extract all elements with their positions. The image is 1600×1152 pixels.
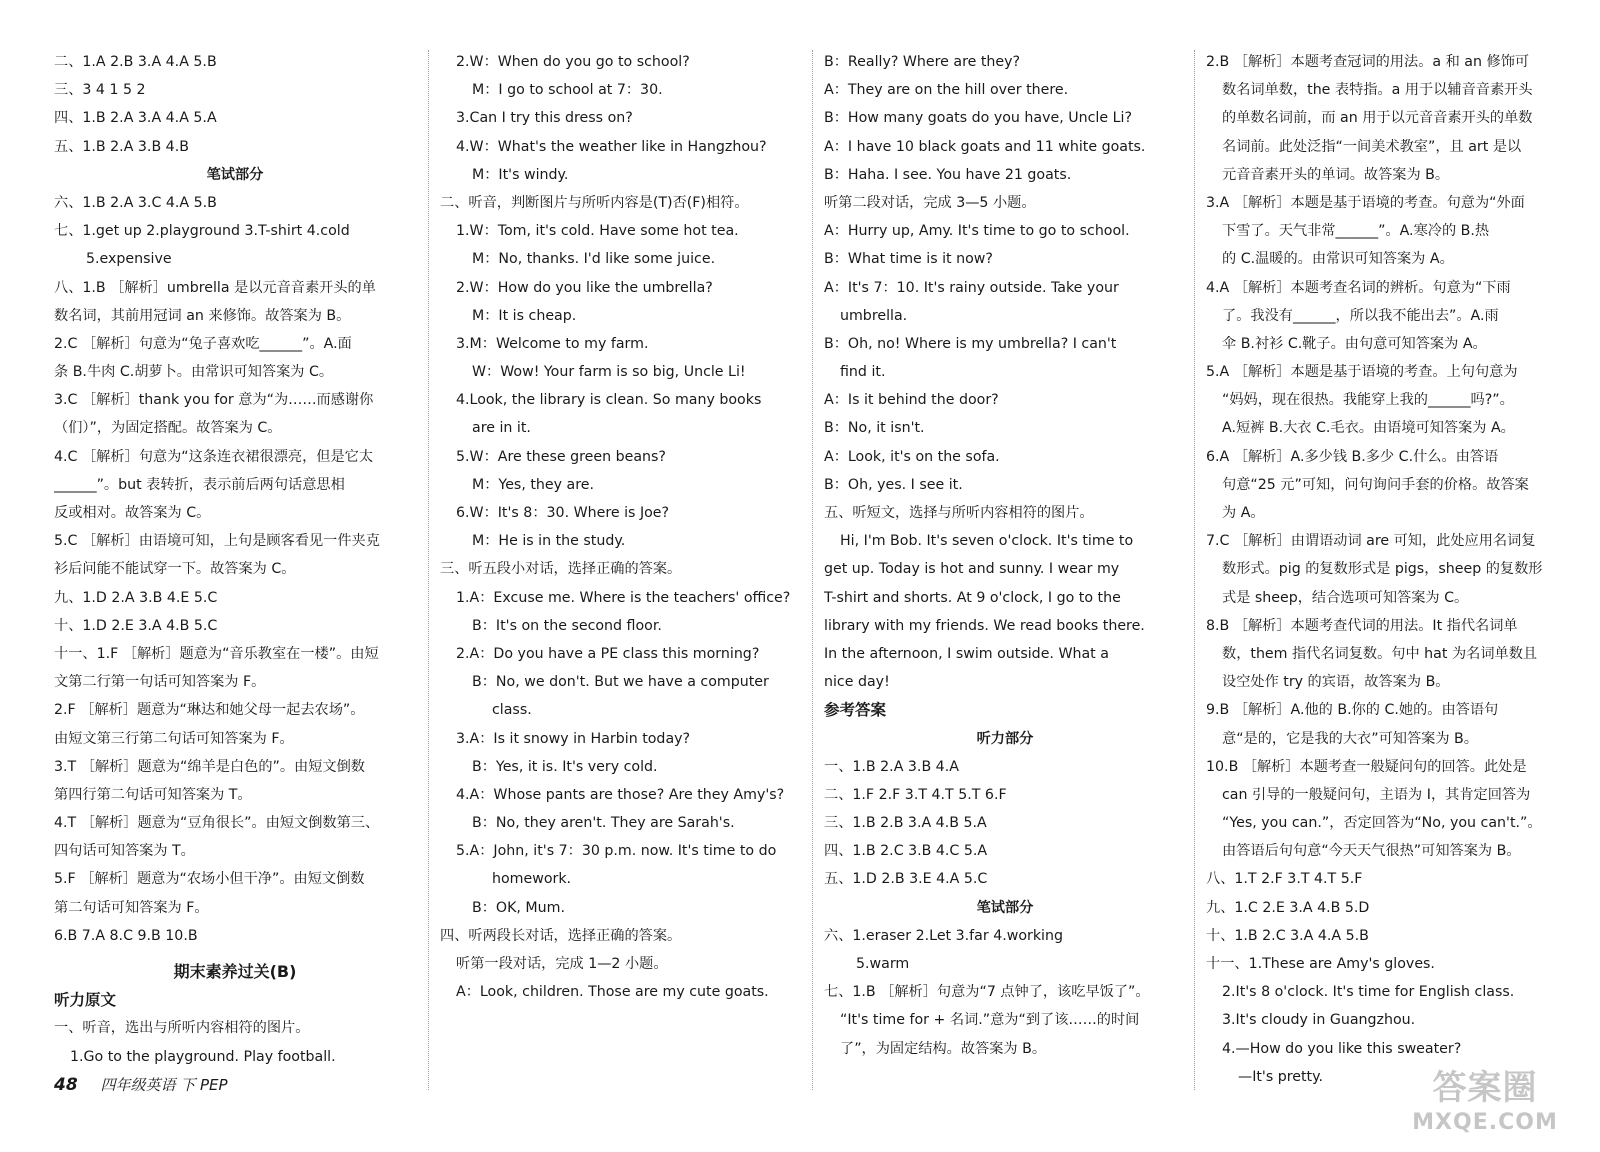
- text-line: A：Look, it's on the sofa.: [824, 448, 1000, 465]
- text-line: B：Oh, yes. I see it.: [824, 476, 963, 493]
- text-line: 2.F ［解析］题意为“琳达和她父母一起去农场”。: [54, 702, 365, 719]
- text-line: B：Yes, it is. It's very cold.: [472, 758, 658, 775]
- text-line: 4.—How do you like this sweater?: [1222, 1040, 1462, 1057]
- text-line: ______”。but 表转折，表示前后两句话意思相: [54, 476, 345, 493]
- text-line: 3.M：Welcome to my farm.: [456, 335, 649, 352]
- text-line: B：No, it isn't.: [824, 420, 925, 437]
- text-line: 衫后问能不能试穿一下。故答案为 C。: [54, 561, 296, 578]
- text-line: B：How many goats do you have, Uncle Li?: [824, 110, 1132, 127]
- text-line: M：It's windy.: [472, 166, 569, 183]
- text-line: 听第二段对话，完成 3—5 小题。: [824, 194, 1036, 211]
- text-line: 九、1.C 2.E 3.A 4.B 5.D: [1206, 899, 1370, 916]
- text-line: 五、听短文，选择与所听内容相符的图片。: [824, 505, 1094, 521]
- text-line: 2.A：Do you have a PE class this morning?: [456, 645, 760, 662]
- text-line: 十、1.B 2.C 3.A 4.A 5.B: [1206, 927, 1369, 944]
- text-line: 数形式。pig 的复数形式是 pigs，sheep 的复数形: [1222, 561, 1543, 578]
- text-line: 3.A：Is it snowy in Harbin today?: [456, 730, 691, 747]
- text-line: 由短文第三行第二句话可知答案为 F。: [54, 730, 294, 747]
- text-line: M：He is in the study.: [472, 533, 626, 550]
- text-line: class.: [492, 702, 532, 719]
- text-line: library with my friends. We read books there.: [824, 617, 1145, 634]
- text-line: 六、1.B 2.A 3.C 4.A 5.B: [54, 194, 217, 211]
- text-line: 笔试部分: [206, 166, 264, 183]
- text-line: 了。我没有______，所以我不能出去”。A.雨: [1222, 307, 1499, 324]
- text-line: 第四行第二句话可知答案为 T。: [54, 786, 252, 803]
- text-line: 听力部分: [976, 730, 1034, 747]
- text-line: 了”，为固定结构。故答案为 B。: [840, 1040, 1047, 1057]
- text-line: 6.W：It's 8：30. Where is Joe?: [456, 505, 670, 521]
- column-divider: [428, 50, 429, 1090]
- text-line: 7.C ［解析］由谓语动词 are 可知，此处应用名词复: [1206, 533, 1536, 550]
- text-line: 式是 sheep，结合选项可知答案为 C。: [1222, 589, 1469, 606]
- text-line: 十、1.D 2.E 3.A 4.B 5.C: [54, 617, 218, 634]
- text-line: B：Oh, no! Where is my umbrella? I can't: [824, 335, 1117, 352]
- watermark-logo: [1390, 1066, 1580, 1142]
- book-title: 四年级英语 下 PEP: [100, 1076, 228, 1094]
- text-line: 参考答案: [824, 701, 887, 720]
- text-line: “妈妈，现在很热。我能穿上我的______吗?”。: [1222, 392, 1514, 409]
- text-line: 三、3 4 1 5 2: [54, 82, 146, 99]
- text-line: 二、听音，判断图片与所听内容是(T)否(F)相符。: [440, 194, 749, 211]
- text-line: 由答语后句句意“今天天气很热”可知答案为 B。: [1222, 843, 1521, 860]
- text-line: 三、听五段小对话，选择正确的答案。: [440, 561, 682, 578]
- text-line: 听力原文: [54, 991, 117, 1010]
- text-line: 9.B ［解析］A.他的 B.你的 C.她的。由答语句: [1206, 702, 1499, 719]
- text-line: 3.It's cloudy in Guangzhou.: [1222, 1012, 1416, 1029]
- text-line: 九、1.D 2.A 3.B 4.E 5.C: [54, 589, 218, 606]
- text-line: W：Wow! Your farm is so big, Uncle Li!: [472, 364, 746, 381]
- text-line: 2.It's 8 o'clock. It's time for English class.: [1222, 984, 1515, 1001]
- text-line: 10.B ［解析］本题考查一般疑问句的回答。此处是: [1206, 758, 1527, 775]
- text-line: find it.: [840, 364, 886, 381]
- text-line: 4.Look, the library is clean. So many books: [456, 392, 762, 409]
- watermark-text: 答案圈: [1432, 1068, 1538, 1108]
- text-line: —It's pretty.: [1238, 1068, 1323, 1085]
- text-line: A.短裤 B.大衣 C.毛衣。由语境可知答案为 A。: [1222, 420, 1515, 437]
- text-line: get up. Today is hot and sunny. I wear my: [824, 561, 1120, 578]
- column-divider: [812, 50, 813, 1090]
- text-line: “Yes, you can.”，否定回答为“No, you can't.”。: [1222, 815, 1542, 832]
- text-line: 2.B ［解析］本题考查冠词的用法。a 和 an 修饰可: [1206, 54, 1530, 70]
- text-line: can 引导的一般疑问句，主语为 I，其肯定回答为: [1222, 786, 1531, 803]
- text-line: 二、1.A 2.B 3.A 4.A 5.B: [54, 54, 217, 70]
- text-line: （们）”，为固定搭配。故答案为 C。: [54, 420, 282, 437]
- text-line: 4.A ［解析］本题考查名词的辨析。句意为“下雨: [1206, 279, 1511, 296]
- watermark-url: MXQE.COM: [1412, 1110, 1558, 1135]
- text-line: 4.T ［解析］题意为“豆角很长”。由短文倒数第三、: [54, 815, 380, 832]
- text-line: 1.Go to the playground. Play football.: [70, 1048, 336, 1065]
- text-line: 下雪了。天气非常______”。A.寒冷的 B.热: [1222, 223, 1490, 240]
- text-line: 五、1.B 2.A 3.B 4.B: [54, 138, 189, 155]
- text-line: T-shirt and shorts. At 9 o'clock, I go to the: [824, 589, 1121, 606]
- text-line: 6.A ［解析］A.多少钱 B.多少 C.什么。由答语: [1206, 448, 1499, 465]
- text-line: 数名词，其前用冠词 an 来修饰。故答案为 B。: [54, 307, 351, 324]
- text-line: A：Hurry up, Amy. It's time to go to school.: [824, 223, 1130, 240]
- text-line: A：Look, children. Those are my cute goats.: [456, 984, 769, 1001]
- text-line: 四、1.B 2.C 3.B 4.C 5.A: [824, 843, 988, 860]
- text-line: 听第一段对话，完成 1—2 小题。: [456, 956, 668, 972]
- text-line: 十一、1.These are Amy's gloves.: [1206, 956, 1435, 972]
- text-line: 一、1.B 2.A 3.B 4.A: [824, 758, 959, 775]
- text-line: umbrella.: [840, 307, 908, 324]
- text-line: M：No, thanks. I'd like some juice.: [472, 251, 716, 268]
- text-line: 数，them 指代名词复数。句中 hat 为名词单数且: [1222, 645, 1538, 662]
- text-line: 数名词单数，the 表特指。a 用于以辅音音素开头: [1222, 82, 1533, 99]
- text-line: 3.T ［解析］题意为“绵羊是白色的”。由短文倒数: [54, 758, 365, 775]
- text-line: B：Really? Where are they?: [824, 54, 1021, 70]
- text-line: 四、听两段长对话，选择正确的答案。: [440, 927, 682, 944]
- text-line: 一、听音，选出与所听内容相符的图片。: [54, 1020, 310, 1037]
- text-line: nice day!: [824, 674, 890, 691]
- text-line: 文第二行第一句话可知答案为 F。: [54, 674, 266, 691]
- text-line: 四、1.B 2.A 3.A 4.A 5.A: [54, 110, 217, 127]
- text-line: 4.W：What's the weather like in Hangzhou?: [456, 138, 767, 155]
- text-line: 反或相对。故答案为 C。: [54, 505, 211, 521]
- text-line: 四句话可知答案为 T。: [54, 843, 195, 860]
- text-line: M：I go to school at 7：30.: [472, 82, 663, 99]
- text-line: M：It is cheap.: [472, 307, 577, 324]
- text-line: 3.A ［解析］本题是基于语境的考查。句意为“外面: [1206, 194, 1525, 211]
- text-line: 5.A：John, it's 7：30 p.m. now. It's time to do: [456, 843, 777, 860]
- text-line: 条 B.牛肉 C.胡萝卜。由常识可知答案为 C。: [54, 364, 334, 381]
- text-line: 2.W：How do you like the umbrella?: [456, 279, 713, 296]
- column-2: [440, 48, 802, 1006]
- text-line: 笔试部分: [976, 899, 1034, 916]
- text-line: M：Yes, they are.: [472, 476, 594, 493]
- text-line: 句意“25 元”可知，问句询问手套的价格。故答案: [1222, 476, 1529, 493]
- text-line: 4.C ［解析］句意为“这条连衣裙很漂亮，但是它太: [54, 448, 374, 465]
- text-line: Hi, I'm Bob. It's seven o'clock. It's time to: [840, 533, 1134, 550]
- text-line: In the afternoon, I swim outside. What a: [824, 645, 1109, 662]
- text-line: 1.A：Excuse me. Where is the teachers' office?: [456, 589, 791, 606]
- text-line: 2.W：When do you go to school?: [456, 54, 690, 70]
- text-line: B：OK, Mum.: [472, 899, 565, 916]
- text-line: 5.C ［解析］由语境可知，上句是顾客看见一件夹克: [54, 533, 380, 550]
- text-line: B：What time is it now?: [824, 251, 993, 268]
- text-line: A：I have 10 black goats and 11 white goats.: [824, 138, 1146, 155]
- text-line: A：It's 7：10. It's rainy outside. Take your: [824, 279, 1119, 296]
- text-line: “It's time for + 名词.”意为“到了该……的时间: [840, 1012, 1140, 1029]
- text-line: A：They are on the hill over there.: [824, 82, 1069, 99]
- text-line: 4.A：Whose pants are those? Are they Amy's?: [456, 786, 785, 803]
- column-3: [824, 48, 1186, 1063]
- text-line: 五、1.D 2.B 3.E 4.A 5.C: [824, 871, 988, 888]
- text-line: 八、1.B ［解析］umbrella 是以元音音素开头的单: [54, 279, 376, 296]
- text-line: 2.C ［解析］句意为“兔子喜欢吃______”。A.面: [54, 335, 352, 352]
- text-line: 七、1.get up 2.playground 3.T-shirt 4.cold: [54, 223, 350, 240]
- text-line: 3.C ［解析］thank you for 意为“为……而感谢你: [54, 392, 374, 409]
- text-line: 名词前。此处泛指“一间美术教室”，且 art 是以: [1222, 138, 1522, 155]
- text-line: homework.: [492, 871, 572, 888]
- text-line: B：Haha. I see. You have 21 goats.: [824, 166, 1072, 183]
- column-1: [54, 48, 416, 1071]
- text-line: 5.A ［解析］本题是基于语境的考查。上句句意为: [1206, 364, 1518, 381]
- text-line: 1.W：Tom, it's cold. Have some hot tea.: [456, 223, 739, 240]
- text-line: 期末素养过关(B): [173, 962, 297, 981]
- text-line: 七、1.B ［解析］句意为“7 点钟了，该吃早饭了”。: [824, 984, 1150, 1001]
- text-line: 为 A。: [1222, 505, 1265, 521]
- text-line: 八、1.T 2.F 3.T 4.T 5.F: [1206, 871, 1363, 888]
- text-line: 二、1.F 2.F 3.T 4.T 5.T 6.F: [824, 786, 1007, 803]
- text-line: 3.Can I try this dress on?: [456, 110, 633, 127]
- text-line: 六、1.eraser 2.Let 3.far 4.working: [824, 927, 1063, 944]
- text-line: 5.F ［解析］题意为“农场小但干净”。由短文倒数: [54, 871, 365, 888]
- text-line: B：No, they aren't. They are Sarah's.: [472, 815, 735, 832]
- text-line: B：No, we don't. But we have a computer: [472, 674, 769, 691]
- text-line: 的 C.温暖的。由常识可知答案为 A。: [1222, 251, 1454, 268]
- text-line: 三、1.B 2.B 3.A 4.B 5.A: [824, 815, 987, 832]
- text-line: 5.expensive: [86, 251, 172, 268]
- text-line: 8.B ［解析］本题考查代词的用法。It 指代名词单: [1206, 617, 1518, 634]
- text-line: 十一、1.F ［解析］题意为“音乐教室在一楼”。由短: [54, 645, 379, 662]
- text-line: 设空处作 try 的宾语，故答案为 B。: [1222, 674, 1450, 691]
- text-line: are in it.: [472, 420, 531, 437]
- page-footer: [54, 1074, 228, 1095]
- column-divider: [1194, 50, 1195, 1090]
- text-line: 伞 B.衬衫 C.靴子。由句意可知答案为 A。: [1222, 335, 1487, 352]
- text-line: 5.warm: [856, 956, 910, 972]
- text-line: 元音音素开头的单词。故答案为 B。: [1222, 166, 1450, 183]
- text-line: 第二句话可知答案为 F。: [54, 899, 209, 916]
- text-line: 的单数名词前，而 an 用于以元音音素开头的单数: [1222, 110, 1533, 127]
- text-line: B：It's on the second floor.: [472, 617, 662, 634]
- text-line: A：Is it behind the door?: [824, 392, 999, 409]
- page-number: 48: [54, 1075, 78, 1095]
- column-4: [1206, 48, 1568, 1091]
- text-line: 意“是的，它是我的大衣”可知答案为 B。: [1222, 730, 1478, 747]
- text-line: 6.B 7.A 8.C 9.B 10.B: [54, 927, 198, 944]
- text-line: 5.W：Are these green beans?: [456, 448, 666, 465]
